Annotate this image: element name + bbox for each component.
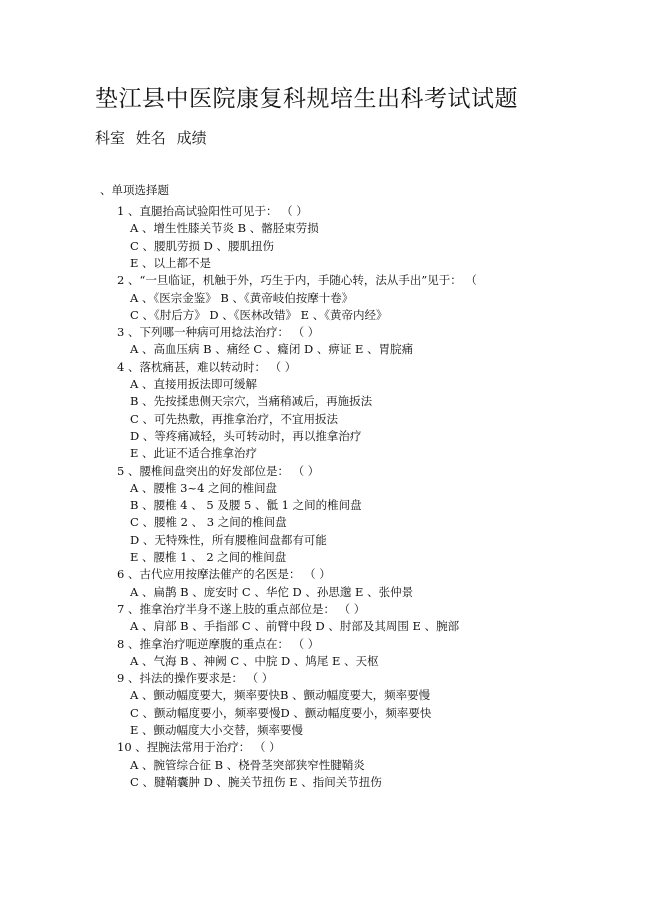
answer-options: A 、扁鹊 B 、庞安时 C 、华佗 D 、孙思邈 E 、张仲景	[130, 584, 414, 599]
answer-options: B 、先按揉患侧天宗穴，当痛稍减后，再施扳法	[130, 394, 373, 409]
answer-options: A 、增生性膝关节炎 B 、髂胫束劳损	[130, 221, 319, 236]
document-title: 垫江县中医院康复科规培生出科考试试题	[95, 86, 518, 112]
answer-options: E 、此证不适合推拿治疗	[130, 446, 258, 461]
answer-options: A 、颤动幅度要大，频率要快B 、颤动幅度要大，频率要慢	[130, 688, 431, 703]
answer-options: A 、直接用扳法即可缓解	[130, 377, 257, 391]
answer-options: A 、腰椎 3~4 之间的椎间盘	[130, 480, 278, 495]
question-stem: 4 、落枕痛甚，难以转动时： （ ）	[117, 359, 297, 374]
score-label: 成绩	[176, 129, 207, 147]
answer-options: C 、腰肌劳损 D 、腰肌扭伤	[130, 238, 274, 253]
section-heading: 、单项选择题	[100, 183, 169, 197]
answer-options: C 、颤动幅度要小，频率要慢D 、颤动幅度要小，频率要快	[130, 705, 432, 720]
answer-options: C 、可先热敷，再推拿治疗，不宜用扳法	[130, 411, 338, 426]
question-stem: 3 、下列哪一种病可用捻法治疗： （ ）	[117, 325, 320, 340]
answer-options: A 、肩部 B 、手指部 C 、前臂中段 D 、肘部及其周围 E 、腕部	[130, 619, 460, 634]
answer-options: C 、腰椎 2 、 3 之间的椎间盘	[130, 515, 287, 530]
question-stem: 2 、“一旦临证，机触于外，巧生于内，手随心转，法从手出”见于： （	[117, 273, 477, 288]
question-stem: 7 、推拿治疗半身不遂上肢的重点部位是： （ ）	[117, 601, 366, 616]
question-stem: 5 、腰椎间盘突出的好发部位是： （ ）	[117, 463, 320, 478]
answer-options: C 、《肘后方》 D 、《医林改错》 E 、《黄帝内经》	[130, 307, 388, 322]
department-label: 科室	[95, 129, 126, 147]
question-stem: 8 、推拿治疗呃逆摩腹的重点在： （ ）	[117, 636, 320, 651]
question-stem: 10 、捏腕法常用于治疗： （ ）	[117, 740, 281, 755]
name-label: 姓名	[135, 129, 166, 147]
answer-options: A 、腕管综合征 B 、桡骨茎突部狭窄性腱鞘炎	[130, 757, 365, 772]
answer-options: A 、高血压病 B 、痛经 C 、癃闭 D 、痹证 E 、胃脘痛	[130, 342, 414, 357]
answer-options: D 、无特殊性，所有腰椎间盘都有可能	[130, 532, 327, 547]
answer-options: E 、腰椎 1 、 2 之间的椎间盘	[130, 550, 287, 564]
question-stem: 1 、直腿抬高试验阳性可见于： （ ）	[117, 204, 308, 218]
answer-options: B 、腰椎 4 、 5 及腰 5 、骶 1 之间的椎间盘	[130, 498, 362, 513]
question-stem: 6 、古代应用按摩法催产的名医是： （ ）	[117, 567, 331, 582]
answer-options: A 、气海 B 、神阙 C 、中脘 D 、鸠尾 E 、天枢	[130, 653, 379, 668]
answer-options: D 、等疼痛减轻，头可转动时，再以推拿治疗	[130, 428, 362, 443]
answer-options: E 、颤动幅度大小交替，频率要慢	[130, 723, 304, 737]
answer-options: A 、《医宗金鉴》 B 、《黄帝岐伯按摩十卷》	[130, 290, 354, 305]
exam-header-fields	[95, 127, 213, 148]
answer-options: E 、以上都不是	[130, 255, 212, 270]
answer-options: C 、腱鞘囊肿 D 、腕关节扭伤 E 、指间关节扭伤	[130, 774, 382, 789]
question-stem: 9 、抖法的操作要求是： （ ）	[117, 671, 274, 686]
